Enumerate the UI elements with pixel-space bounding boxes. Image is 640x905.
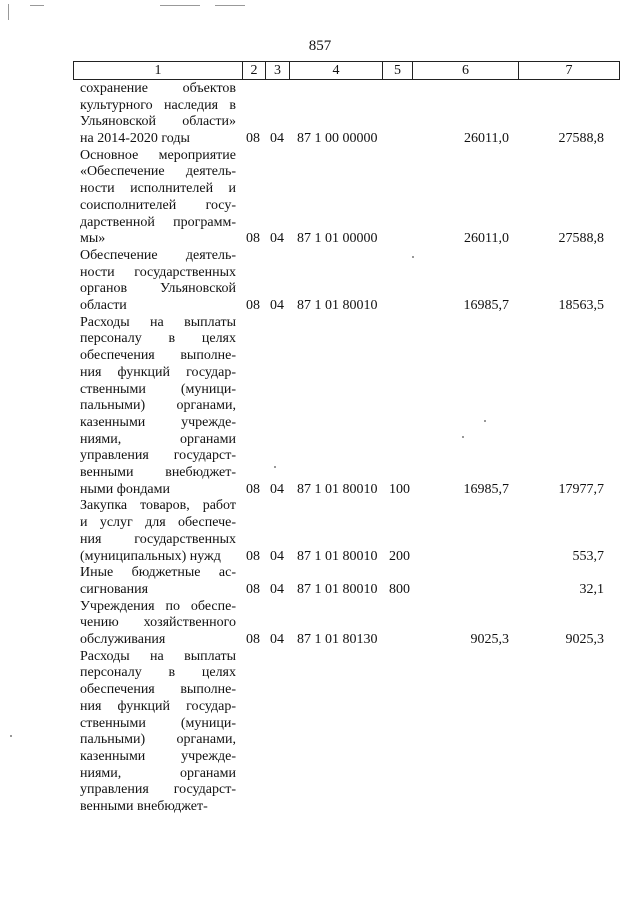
row-name-line: управления государст- [80,448,236,464]
row-name-line: ности исполнителей и [80,181,236,197]
row-name-cell [80,315,236,499]
row-c2-cell: 08 [246,298,260,314]
row-name-line: дарственной программ- [80,214,236,230]
row-c3-cell: 04 [270,632,284,648]
row-name-line: обеспечения выполне- [80,348,236,364]
table-row [0,248,640,315]
row-c3-cell: 04 [270,581,284,597]
row-c5-cell: 200 [389,548,410,564]
row-name-line: обслуживания [80,632,166,648]
row-c4-cell: 87 1 01 80010 [297,581,378,597]
row-name-line: сохранение объектов [80,81,236,96]
row-name-line: венными внебюджет- [80,464,236,480]
header-col-1: 1 [74,62,243,79]
row-c7-cell: 553,7 [572,548,604,564]
row-c4-cell: 87 1 01 00000 [297,231,378,247]
scan-edge-mark [8,4,9,20]
budget-table-body [0,81,640,816]
row-name-line: пальными) органами, [80,398,236,414]
table-row [0,599,640,649]
header-col-6: 6 [413,62,519,79]
scan-edge-mark [215,5,245,6]
row-c4-cell: 87 1 00 00000 [297,131,378,147]
row-name-line: ственными (муници- [80,381,236,397]
row-name-line: обеспечения выполне- [80,682,236,698]
row-name-line: соисполнителей госу- [80,197,236,213]
header-col-3: 3 [266,62,290,79]
row-c3-cell: 04 [270,548,284,564]
row-name-line: Иные бюджетные ас- [80,565,236,581]
row-name-line: «Обеспечение деятель- [80,164,236,180]
row-c2-cell: 08 [246,632,260,648]
page-number: 857 [308,38,332,54]
row-c4-cell: 87 1 01 80010 [297,548,378,564]
row-name-cell [80,599,236,649]
row-name-line: и услуг для обеспече- [80,515,236,531]
row-name-line: Расходы на выплаты [80,314,236,330]
row-name-cell [80,148,236,248]
row-name-line: ности государственных [80,264,236,280]
row-name-cell [80,498,236,565]
row-c3-cell: 04 [270,131,284,147]
table-row [0,565,640,598]
row-name-cell [80,565,236,598]
row-c4-cell: 87 1 01 80010 [297,298,378,314]
table-row [0,148,640,248]
row-c2-cell: 08 [246,548,260,564]
row-name-line: ниями, органами [80,431,236,447]
row-name-line: чению хозяйственного [80,615,236,631]
row-name-line: на 2014-2020 годы [80,131,190,147]
row-name-line: области [80,298,127,314]
table-row [0,315,640,499]
header-col-4: 4 [290,62,383,79]
row-c3-cell: 04 [270,298,284,314]
row-name-line: Закупка товаров, работ [80,498,236,514]
row-name-line: персоналу в целях [80,331,236,347]
row-c5-cell: 100 [389,481,410,497]
table-row [0,81,640,148]
row-name-line: (муниципальных) нужд [80,548,221,564]
row-name-line: персоналу в целях [80,665,236,681]
row-name-line: ными фондами [80,481,171,497]
row-name-line: ниями, органами [80,765,236,781]
row-name-line: ния функций государ- [80,364,236,380]
row-name-line: мы» [80,231,106,247]
row-name-line: управления государст- [80,782,236,798]
row-name-cell [80,248,236,315]
header-col-5: 5 [383,62,413,79]
header-col-2: 2 [243,62,266,79]
row-c6-cell: 26011,0 [464,231,509,247]
row-name-line: Учреждения по обеспе- [80,598,236,614]
row-c7-cell: 32,1 [579,581,604,597]
row-name-line: ния функций государ- [80,698,236,714]
row-c2-cell: 08 [246,131,260,147]
row-c5-cell: 800 [389,581,410,597]
row-name-line: ния государственных [80,531,236,547]
row-name-line: казенными учрежде- [80,414,236,430]
table-row [0,649,640,816]
scan-edge-mark [30,5,44,6]
row-name-line: Ульяновской области» [80,114,236,130]
row-c7-cell: 17977,7 [558,481,604,497]
row-c4-cell: 87 1 01 80010 [297,481,378,497]
row-name-line: венными внебюджет- [80,798,208,814]
row-c7-cell: 27588,8 [558,131,604,147]
row-c7-cell: 18563,5 [558,298,604,314]
row-name-line: Основное мероприятие [80,147,236,163]
row-name-line: Расходы на выплаты [80,648,236,664]
row-name-line: органов Ульяновской [80,281,236,297]
scan-edge-mark [160,5,200,6]
table-row [0,498,640,565]
row-name-line: культурного наследия в [80,97,236,113]
row-name-cell [80,81,236,148]
row-name-cell [80,649,236,816]
row-c2-cell: 08 [246,581,260,597]
row-name-line: казенными учрежде- [80,748,236,764]
row-c3-cell: 04 [270,231,284,247]
row-c2-cell: 08 [246,481,260,497]
row-name-line: пальными) органами, [80,732,236,748]
row-name-line: Обеспечение деятель- [80,247,236,263]
header-col-7: 7 [565,63,573,78]
row-c4-cell: 87 1 01 80130 [297,632,378,648]
row-c7-cell: 27588,8 [558,231,604,247]
row-c6-cell: 16985,7 [463,481,509,497]
row-c6-cell: 26011,0 [464,131,509,147]
table-header [73,61,620,80]
row-c2-cell: 08 [246,231,260,247]
row-c7-cell: 9025,3 [565,632,604,648]
row-name-line: ственными (муници- [80,715,236,731]
row-c6-cell: 9025,3 [470,632,509,648]
row-name-line: сигнования [80,581,149,597]
row-c6-cell: 16985,7 [463,298,509,314]
row-c3-cell: 04 [270,481,284,497]
